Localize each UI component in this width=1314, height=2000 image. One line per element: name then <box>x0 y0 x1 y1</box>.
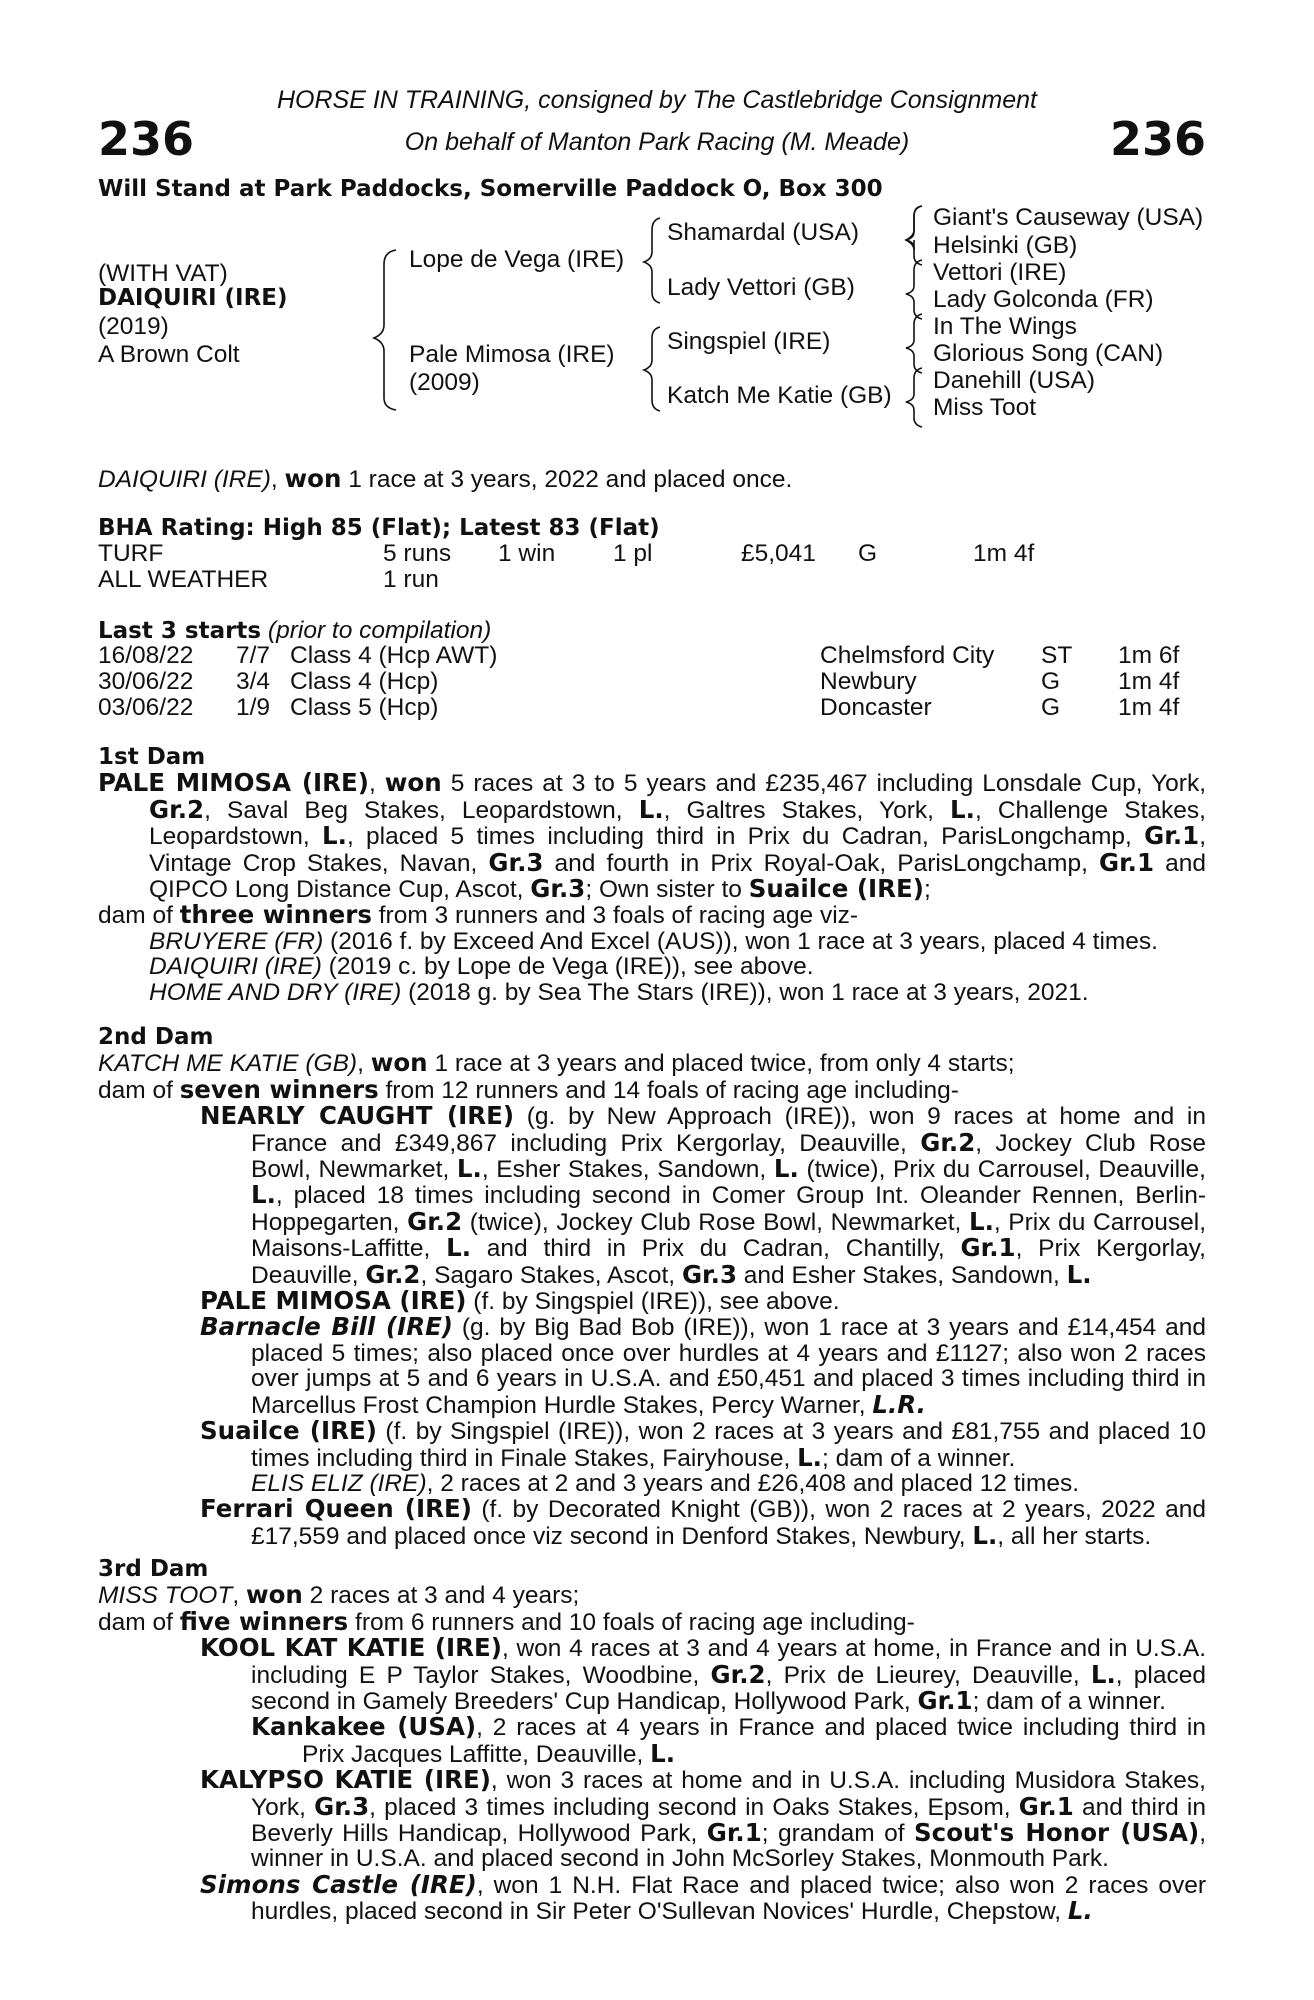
start-row-2-pos: 3/4 <box>236 668 271 695</box>
suailce-entry: Suailce (IRE) (f. by Singspiel (IRE)), won 2 races at 3 years and £81,755 and placed 10 times including third in Finale Stakes, Fairyhouse, L.; dam of a winner. <box>200 1416 1206 1472</box>
summary-won: won <box>284 464 342 493</box>
summary-text: 1 race at 3 years, 2022 and placed once. <box>341 466 793 493</box>
gg-sire-dam-sire: Vettori (IRE) <box>933 259 1067 286</box>
first-dam-record: PALE MIMOSA (IRE), won 5 races at 3 to 5 years and £235,467 including Lonsdale Cup, York, Gr.2, Saval Beg Stakes, Leopardstown, L., Galtres Stakes, York, L., Challenge Stakes, Leopardstown, L., placed 5 times including third in Prix du Cadran, ParisLongchamp, Gr.1, Vintage Crop Stakes, Navan, Gr.3 and fourth in Prix Royal-Oak, ParisLongchamp, Gr.1 and QIPCO Long Distance Cup, Ascot, Gr.3; Own sister to Suailce (IRE); <box>98 768 1207 904</box>
gg-sire-sire-dam: Helsinki (GB) <box>933 232 1078 259</box>
gg-dam-dam-sire: Danehill (USA) <box>933 367 1096 394</box>
simons-castle-entry: Simons Castle (IRE), won 1 N.H. Flat Race and placed twice; also won 2 races over hurdles, placed second in Sir Peter O'Sullevan Novices' Hurdle, Chepstow, L. <box>200 1869 1207 1926</box>
start-row-3-class: Class 5 (Hcp) <box>290 694 439 721</box>
turf-wins: 1 win <box>498 540 556 567</box>
on-behalf-line: On behalf of Manton Park Racing (M. Meade) <box>404 128 910 156</box>
horse-name: DAIQUIRI (IRE) <box>98 285 288 311</box>
start-row-2-date: 30/06/22 <box>98 668 194 695</box>
start-row-2-course: Newbury <box>820 668 917 695</box>
aw-label: ALL WEATHER <box>98 566 269 593</box>
second-dam-produce: dam of seven winners from 12 runners and 14 foals of racing age including- <box>98 1074 959 1104</box>
nearly-caught-entry: NEARLY CAUGHT (IRE) (g. by New Approach (IRE)), won 9 races at home and in France and £349,867 including Prix Kergorlay, Deauville, Gr.2, Jockey Club Rose Bowl, Newmarket, L., Esher Stakes, Sandown, L. (twice), Prix du Carrousel, Deauville, L., placed 18 times including second in Comer Group Int. Oleander Rennen, Berlin-Hoppegarten, Gr.2 (twice), Jockey Club Rose Bowl, Newmarket, L., Prix du Carrousel, Maisons-Laffitte, L. and third in Prix du Cadran, Chantilly, Gr.1, Prix Kergorlay, Deauville, Gr.2, Sagaro Stakes, Ascot, Gr.3 and Esher Stakes, Sandown, L. <box>200 1101 1207 1289</box>
start-row-1-going: ST <box>1041 642 1073 669</box>
summary-horse-name: DAIQUIRI (IRE) <box>98 466 271 493</box>
horse-description: A Brown Colt <box>98 341 240 368</box>
first-dam-produce: dam of three winners from 3 runners and 3 foals of racing age viz- <box>98 900 859 930</box>
consignor-line: HORSE IN TRAINING, consigned by The Castlebridge Consignment <box>276 86 1038 114</box>
last-starts-title: Last 3 starts <box>98 618 262 644</box>
gg-dam-sire-sire: In The Wings <box>933 313 1077 340</box>
pale-mimosa-entry: PALE MIMOSA (IRE) (f. by Singspiel (IRE)), see above. <box>200 1286 840 1316</box>
sire: Lope de Vega (IRE) <box>409 246 625 273</box>
start-row-3-dist: 1m 4f <box>1118 694 1180 721</box>
third-dam-record: MISS TOOT, won 2 races at 3 and 4 years; <box>98 1580 580 1610</box>
bha-rating: BHA Rating: High 85 (Flat); Latest 83 (Flat) <box>98 515 660 541</box>
first-dam-foal-1: BRUYERE (FR) (2016 f. by Exceed And Excel (AUS)), won 1 race at 3 years, placed 4 times. <box>149 927 1158 955</box>
start-row-2-class: Class 4 (Hcp) <box>290 668 439 695</box>
sire-dam: Lady Vettori (GB) <box>667 274 855 301</box>
start-row-1-dist: 1m 6f <box>1118 642 1180 669</box>
aw-runs: 1 run <box>383 566 439 593</box>
race-summary: DAIQUIRI (IRE), won 1 race at 3 years, 2022 and placed once. <box>98 464 793 493</box>
start-row-3-going: G <box>1041 694 1061 721</box>
sire-sire: Shamardal (USA) <box>667 219 859 246</box>
dam-dam: Katch Me Katie (GB) <box>667 382 892 409</box>
dam-year: (2009) <box>409 369 480 396</box>
start-row-1-date: 16/08/22 <box>98 642 194 669</box>
horse-year: (2019) <box>98 313 169 340</box>
lot-number-right: 236 <box>1109 112 1206 166</box>
start-row-1-class: Class 4 (Hcp AWT) <box>290 642 498 669</box>
start-row-3-date: 03/06/22 <box>98 694 194 721</box>
start-row-1-course: Chelmsford City <box>820 642 995 669</box>
second-dam-section <box>98 1025 1206 1549</box>
second-dam-record: KATCH ME KATIE (GB), won 1 race at 3 years and placed twice, from only 4 starts; <box>98 1048 1015 1078</box>
dam-sire: Singspiel (IRE) <box>667 328 831 355</box>
gg-sire-sire-sire: Giant's Causeway (USA) <box>933 204 1204 231</box>
stand-location: Will Stand at Park Paddocks, Somerville Paddock O, Box 300 <box>98 176 883 202</box>
first-dam-section <box>98 745 1206 1005</box>
turf-distance: 1m 4f <box>973 540 1035 567</box>
third-dam-produce: dam of five winners from 6 runners and 10 foals of racing age including- <box>98 1606 915 1636</box>
vat-status: (WITH VAT) <box>98 260 228 287</box>
gg-dam-dam-dam: Miss Toot <box>933 394 1037 421</box>
third-dam-section <box>98 1557 1206 1925</box>
barnacle-bill-entry: Barnacle Bill (IRE) (g. by Big Bad Bob (IRE)), won 1 race at 3 years and £14,454 and placed 5 times; also placed once over hurdles at 4 years and £1127; also won 2 races over jumps at 5 and 6 years in U.S.A. and £50,451 and placed 3 times including third in Marcellus Frost Champion Hurdle Stakes, Percy Warner, L.R. <box>200 1312 1206 1419</box>
gg-dam-sire-dam: Glorious Song (CAN) <box>933 340 1164 367</box>
first-dam-title: 1st Dam <box>98 744 206 770</box>
third-dam-title: 3rd Dam <box>98 1556 209 1582</box>
start-row-2-going: G <box>1041 668 1061 695</box>
turf-going: G <box>858 540 878 567</box>
first-dam-foal-3: HOME AND DRY (IRE) (2018 g. by Sea The Stars (IRE)), won 1 race at 3 years, 2021. <box>149 978 1089 1006</box>
kalypso-katie-entry: KALYPSO KATIE (IRE), won 3 races at home and in U.S.A. including Musidora Stakes, York, Gr.3, placed 3 times including second in Oaks Stakes, Epsom, Gr.1 and third in Beverly Hills Handicap, Hollywood Park, Gr.1; grandam of Scout's Honor (USA), winner in U.S.A. and placed second in John McSorley Stakes, Monmouth Park. <box>200 1765 1206 1873</box>
kool-kat-katie-entry: KOOL KAT KATIE (IRE), won 4 races at 3 and 4 years at home, in France and in U.S.A. including E P Taylor Stakes, Woodbine, Gr.2, Prix de Lieurey, Deauville, L., placed second in Gamely Breeders' Cup Handicap, Hollywood Park, Gr.1; dam of a winner. <box>200 1633 1206 1716</box>
dam: Pale Mimosa (IRE) <box>409 341 615 368</box>
elis-eliz-entry: ELIS ELIZ (IRE), 2 races at 2 and 3 years and £26,408 and placed 12 times. <box>251 1469 1080 1497</box>
kankakee-entry: Kankakee (USA), 2 races at 4 years in France and placed twice including third in Prix Jacques Laffitte, Deauville, L. <box>251 1712 1206 1768</box>
lot-number-left: 236 <box>98 112 195 166</box>
start-row-1-pos: 7/7 <box>236 642 271 669</box>
turf-runs: 5 runs <box>383 540 452 567</box>
turf-label: TURF <box>98 540 164 567</box>
last-starts-note: (prior to compilation) <box>261 617 492 644</box>
start-row-3-course: Doncaster <box>820 694 932 721</box>
second-dam-title: 2nd Dam <box>98 1024 214 1050</box>
start-row-3-pos: 1/9 <box>236 694 271 721</box>
ferrari-queen-entry: Ferrari Queen (IRE) (f. by Decorated Knight (GB)), won 2 races at 2 years, 2022 and £17,559 and placed once viz second in Denford Stakes, Newbury, L., all her starts. <box>200 1494 1206 1550</box>
turf-placed: 1 pl <box>613 540 653 567</box>
gg-sire-dam-dam: Lady Golconda (FR) <box>933 286 1154 313</box>
last-starts-heading <box>98 617 491 645</box>
turf-earnings: £5,041 <box>741 540 816 567</box>
start-row-2-dist: 1m 4f <box>1118 668 1180 695</box>
first-dam-foal-2: DAIQUIRI (IRE) (2019 c. by Lope de Vega (IRE)), see above. <box>149 953 814 981</box>
